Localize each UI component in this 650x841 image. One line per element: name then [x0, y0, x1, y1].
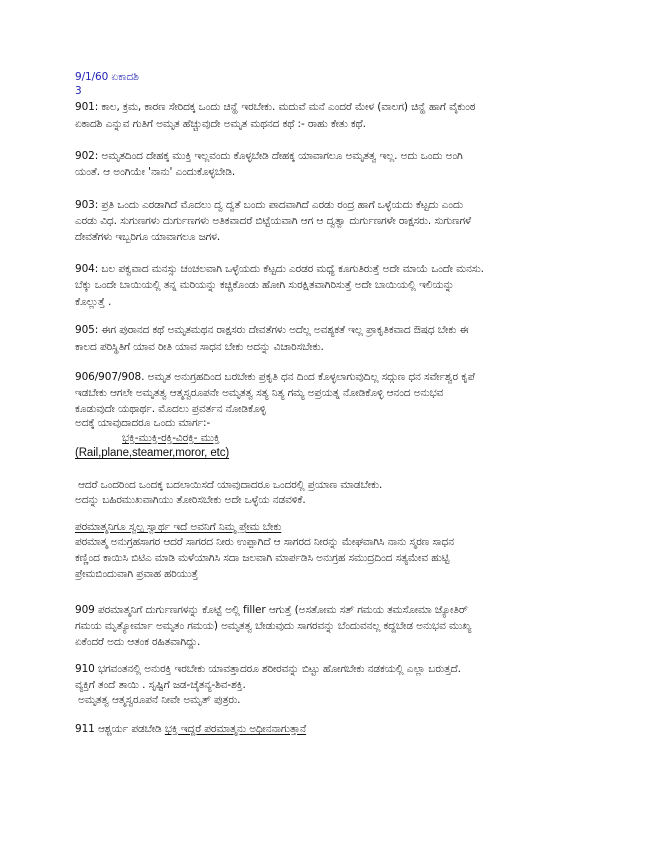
entry-line: 902: ಅಮೃತದಿಂದ ದೇಹಕ್ಕ ಮುಕ್ತಿ ಇಲ್ಲವಂದು ಕೊಳ್ಳಬೇಡಿ ದೇಹಕ್ಕ ಯಾವಾಗಲೂ ಅಮೃತತ್ವ ಇಲ್ಲ. ಅದು ಒಂದು ಅಂಗಿ — [75, 150, 463, 162]
entry-911 — [75, 722, 306, 736]
entry-line: ಅಮೃತತ್ವ ಆತ್ಮಸ್ವರೂಪನೆ ನೀವೇ ಅಮೃತ್ ಪುತ್ರರು. — [78, 694, 241, 706]
entry-line: 909 ಪರಮಾತ್ಮನಿಗೆ ದುರ್ಗುಣಗಳನ್ನು ಕೊಟ್ಟೆ ಅಲ್ಲಿ filler ಆಗುತ್ತೆ (ಅಸತೋಮ ಸತ್ ಗಮಯ ತಮಸೋಮಾ ಜ್ಯೋತಿರ್ — [75, 604, 468, 616]
entry-line: 910 ಭಗವಂತನಲ್ಲಿ ಅನುರಕ್ತಿ ಇರಬೇಕು ಯಾವತ್ತಾದರೂ ಶರೀರವನ್ನು ಬಿಟ್ಟು ಹೋಗಬೇಕು ನಡಕಯಲ್ಲಿ ಎಲ್ಲಾ ಬರುತ್ತದೆ. — [75, 663, 461, 675]
entry-line: ಕೊಲ್ಲುತ್ತೆ . — [75, 296, 112, 308]
entry-911-underlined: ಭಕ್ತಿ ಇದ್ದರೆ ಪರಮಾತ್ಮನು ಅಧೀನನಾಗುತ್ತಾನೆ — [164, 723, 307, 735]
entry-line: ಕಾಲದ ಪರಿಸ್ಥಿತಿಗೆ ಯಾವ ರೀತಿ ಯಾವ ಸಾಧನ ಬೇಕು ಅದನ್ನು ವಿಚಾರಿಸಬೇಕು. — [75, 341, 324, 353]
entry-line: ಅದನ್ನು ಬಹಿರಮುಖವಾಗಿಯು ತೋರಿಸಬೇಕು ಅದೇ ಒಳ್ಳೆಯ ನಡವಳಿಕೆ. — [75, 494, 306, 506]
path-line: ಭಕ್ತಿ-ಮುಕ್ತಿ-ರಕ್ತಿ-ವಿರಕ್ತಿ- ಮುಕ್ತಿ — [122, 432, 220, 444]
entry-line: ಬೆಕ್ಕು ಒಂದೇ ಬಾಯಿಯಲ್ಲಿ ತನ್ನ ಮರಿಯನ್ನು ಕಚ್ಚಿಕೊಂಡು ಹೋಗಿ ಸುರಕ್ಷಿತವಾಗಿರಿಸುತ್ತೆ ಅದೇ ಬಾಯಿಯಲ್ಲಿ ಇಲಿಯನ್ನು — [75, 279, 455, 291]
entry-line: 904: ಬಲ ಪಕ್ವವಾದ ಮನಸ್ಸು ಚಂಚಲವಾಗಿ ಒಳ್ಳೆಯದು ಕೆಟ್ಟದು ಎರಡರ ಮಧ್ಯೆ ಕೂಗುತಿರುತ್ತೆ ಅದೇ ಮಾಯೆ ಒಂದೇ ಮನಸು. — [75, 263, 484, 275]
entry-line: ವ್ಯಕ್ತಿಗೆ ತಂದೆ ತಾಯಿ . ಸೃಷ್ಟಿಗೆ ಜಡ-ಚೈತನ್ಯ-ಶಿವ-ಶಕ್ತಿ. — [75, 679, 246, 691]
date-title: 9/1/60 ಏಕಾದಶಿ — [75, 71, 139, 83]
entry-line: 905: ಈಗ ಪುರಾನದ ಕಥೆ ಅಮೃತಮಥನ ರಾಕ್ಷಸರು ದೇವತೆಗಳು ಅದೆಲ್ಲ ಅವಶ್ಯಕತೆ ಇಲ್ಲ ಪ್ರಾಕೃತಿಕವಾದ ಔಷಧ ಬೇಕು ಈ — [75, 324, 469, 336]
entry-line: ಇಡಬೇಕು ಆಗಲೇ ಅಮೃತತ್ವ ಆತ್ಮಸ್ವರೂಪನೇ ಅಮೃತತ್ವ ಸತ್ಯ ನಿತ್ಯ ಗಮ್ಯ ಅಪ್ರಯತ್ನ ನೋಡಿಕೊಳ್ಳಿ ಆನಂದ ಅನುಭವ — [75, 387, 444, 399]
entry-line: 901: ಕಾಲ, ಕ್ರಮ, ಕಾರಣ ಸೇರಿದಕ್ಕ ಒಂದು ಚಿನ್ಹೆ ಇರಬೇಕು. ಮದುವೆ ಮನೆ ಎಂದರೆ ಮೇಳ (ವಾಲಗ) ಚಿನ್ಹೆ ಹಾಗೆ ವೈಕುಂಠ — [75, 101, 476, 113]
page-number: 3 — [75, 85, 82, 97]
entry-line: ಕಣ್ಣಿಂದ ಕಾಯಿಸಿ ಬಿಟಿಎ ಮಾಡಿ ಮಳೆಯಾಗಿಸಿ ಸದಾ ಜಲವಾಗಿ ಮಾರ್ಪಡಿಸಿ ಅನುಗ್ರಹ ಸಮುದ್ರದಿಂದ ಸತ್ಯಮೇವ ಹುಟ್ಟಿ — [75, 552, 450, 564]
entry-line: ಏಕೆಂದರೆ ಅದು ಆತಂಕ ರಹಿತವಾಗಿದ್ದು. — [75, 636, 201, 648]
entry-line: 903: ಪ್ರತಿ ಒಂದು ಎರಡಾಗಿದೆ ಮೊದಲು ದ್ವ ದ್ವತೆ ಬಂದು ಪಾದವಾಗಿದೆ ಎರಡು ರಂದ್ರ ಹಾಗೆ ಒಳ್ಳೆಯದು ಕೆಟ್ಟದು ಎಂದು — [75, 199, 463, 211]
transport-line: (Rail,plane,steamer,moror, etc) — [75, 447, 230, 459]
entry-line: ಯಂತೆ. ಆ ಅಂಗಿಯೇ 'ನಾನು' ಎಂದುಕೊಳ್ಳಬೇಡಿ. — [75, 166, 236, 178]
entry-line: ಕೂಡುವುದೇ ಯಥಾರ್ಥ. ಮೊದಲು ಪ್ರವರ್ತನ ನೋಡಿಕೊಳ್ಳಿ — [75, 403, 266, 415]
entry-line: ಎರಡು ವಿಧ. ಸುಗುಣಗಳು ದುರ್ಗುಣಗಳು ಅತಿಕವಾದರೆ ಬಿಟ್ಟೆಯವಾಗಿ ಆಗ ಆ ದ್ವತ್ವಾ ದುರ್ಗುಣಗಳೇ ರಾಕ್ಷಸರು. ಸುಗುಣಗಳೆ — [75, 215, 472, 227]
entry-line: ಏಕಾದಶಿ ಎನ್ನುವ ಗುತಿಗೆ ಅಮೃತ ಹೆಚ್ಚುವುದೇ ಅಮೃತ ಮಥನದ ಕಥೆ :- ರಾಹು ಕೇತು ಕಥೆ. — [75, 118, 366, 130]
entry-line: ಅದಕ್ಕೆ ಯಾವುದಾದರೂ ಒಂದು ಮಾರ್ಗ:- — [75, 417, 211, 429]
entry-line: ಗಮಯ ಮೃತ್ಯೋರ್ಮಾ ಅಮೃತಂ ಗಮಯ) ಅಮೃತತ್ವ ಬೇಡುವುದು ಸಾಗರವನ್ನು ಬೆಂದುವನಲ್ಲ ಕದ್ದಬೇಡ ಅನುಭವ ಮುಖ್ಯ — [75, 620, 472, 632]
entry-line: ದೇವತೆಗಳು ಇಬ್ಬರಿಗೂ ಯಾವಾಗಲೂ ಜಗಳ. — [75, 231, 221, 243]
entry-line: ಪರಮಾತ್ಮ ಅನುಗ್ರಹಸಾಗರ ಆದರೆ ಸಾಗರದ ನೀರು ಉಪ್ಪಾಗಿದೆ ಆ ಸಾಗರದ ನೀರನ್ನು ಮೇಘವಾಗಿಸಿ ನಾನು ಸ್ಮರಣ ಸಾಧನ — [75, 536, 454, 548]
section-heading: ಪರಮಾತ್ಮನಿಗೂ ಸ್ವಲ್ಪ ಸ್ವಾರ್ಥ ಇದೆ ಅವನಿಗೆ ನಿಮ್ಮ ಪ್ರೇಮ ಬೇಕು — [75, 521, 282, 533]
entry-line: ಪ್ರೇಮಬಿಂದುವಾಗಿ ಪ್ರವಾಹ ಹರಿಯುತ್ತೆ — [75, 568, 199, 580]
entry-line: ಆದರೆ ಒಂದರಿಂದ ಒಂದಕ್ಕ ಬದಲಾಯಿಸದೆ ಯಾವುದಾದರೂ ಒಂದರಲ್ಲಿ ಪ್ರಯಾಣ ಮಾಡಬೇಕು. — [78, 479, 383, 491]
entry-911-prefix: 911 ಆಶ್ಚರ್ಯ ಪಡಬೇಡಿ — [75, 723, 165, 735]
entry-line: 906/907/908. ಅಮೃತ ಅನುಗ್ರಹದಿಂದ ಬರಬೇಕು ಪ್ರಕೃತಿ ಧನ ದಿಂದ ಕೊಳ್ಳಲಾಗುವುದಿಲ್ಲ ಸದ್ಗುಣ ಧನ ಸರ್ವೇಶ್ವರ ಕೃಪೆ — [75, 371, 475, 383]
